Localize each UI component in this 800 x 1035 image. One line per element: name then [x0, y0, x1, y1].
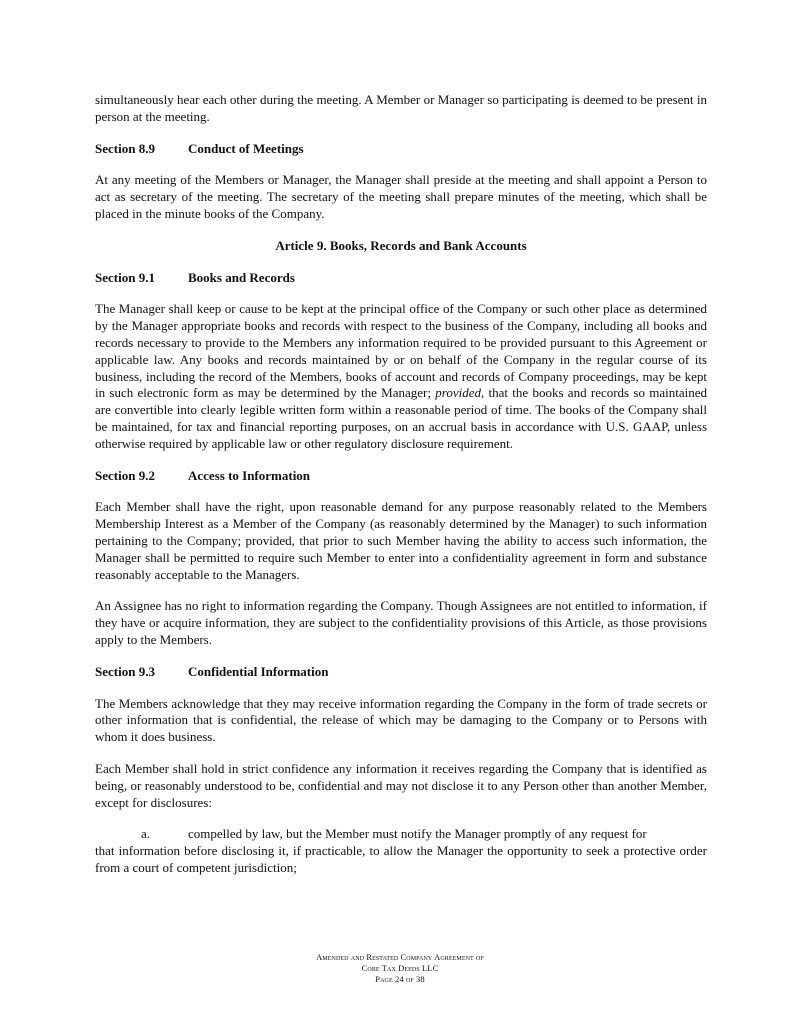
- section-number: Section 9.2: [95, 467, 155, 483]
- section-number: Section 9.3: [95, 663, 155, 679]
- paragraph-confidential-acknowledgement: The Members acknowledge that they may receive information regarding the Company in the form of trade secrets or other information that is confidential, the release of which may be damaging to the Company or to Persons with whom it does business.: [95, 695, 707, 745]
- section-number: Section 9.1: [95, 269, 155, 285]
- paragraph-assignee-information: An Assignee has no right to information regarding the Company. Though Assignees are not entitled to information, if they have or acquire information, they are subject to the confidentiality provisions of this Article, as those provisions apply to the Members.: [95, 598, 707, 647]
- paragraph-access-to-information: Each Member shall have the right, upon reasonable demand for any purpose reasonably related to the Members Membership Interest as a Member of the Company (as reasonably determined by the Manager) to such information pertaining to the Company; provided, that prior to such Member having the ability to access such information, the Manager shall be permitted to require such Member to enter into a confidentiality agreement in form and substance reasonably acceptable to the Managers.: [95, 499, 707, 582]
- text-run: , that the books and records so maintained are convertible into clearly legible written form within a reasonable period of time. The books of the Company shall be maintained, for tax and financial reporting purposes, on an accrual basis in accordance with U.S. GAAP, unless otherwise required by applicable law or other regulatory disclosure requirement.: [95, 385, 708, 451]
- section-title: Confidential Information: [188, 663, 329, 679]
- section-title: Access to Information: [188, 467, 311, 483]
- footer-company-name: Core Tax Deeds LLC: [361, 962, 439, 973]
- list-item-text: compelled by law, but the Member must notify the Manager promptly of any request for: [188, 826, 647, 842]
- paragraph-conduct-of-meetings: At any meeting of the Members or Manager, the Manager shall preside at the meeting and shall appoint a Person to act as secretary of the meeting. The secretary of the meeting shall prepare minutes of the meeting, which shall be placed in the minute books of the Company.: [95, 172, 707, 221]
- paragraph-strict-confidence: Each Member shall hold in strict confidence any information it receives regarding the Company that is identified as being, or reasonably understood to be, confidential and may not disclose it to any Person other than another Member, except for disclosures:: [95, 760, 707, 810]
- section-9-3-heading: [95, 664, 707, 681]
- section-number: Section 8.9: [95, 140, 155, 156]
- text-run: The Manager shall keep or cause to be kept at the principal office of the Company or such other place as determined by the Manager appropriate books and records with respect to the business of the Company, including all books and records necessary to provide to the Members any information required to be provided pursuant to this Agreement or applicable law. Any books and records maintained by or on behalf of the Company in the regular course of its business, including the record of the Members, books of account and records of Company proceedings, may be kept in such electronic form as may be determined by the Manager;: [95, 301, 707, 401]
- section-title: Conduct of Meetings: [188, 140, 304, 156]
- article-9-heading: Article 9. Books, Records and Bank Accounts: [275, 237, 527, 253]
- paragraph-meeting-participation: simultaneously hear each other during the meeting. A Member or Manager so participating is deemed to be present in person at the meeting.: [95, 92, 707, 124]
- list-item-a: [95, 826, 707, 876]
- list-item-continuation: that information before disclosing it, if practicable, to allow the Manager the opportunity to seek a protective order from a court of competent jurisdiction;: [95, 843, 707, 875]
- footer-agreement-title: Amended and Restated Company Agreement of: [316, 952, 484, 962]
- list-item-first-line: [95, 826, 707, 843]
- paragraph-books-and-records: [95, 301, 707, 452]
- list-item-label: a.: [141, 826, 151, 842]
- section-8-9-heading: [95, 141, 707, 158]
- page-footer: [0, 952, 800, 984]
- document-body: [95, 92, 707, 877]
- italic-provided: provided: [435, 385, 481, 401]
- footer-page-number: Page 24 of 38: [375, 973, 425, 984]
- section-title: Books and Records: [188, 269, 295, 285]
- section-9-2-heading: [95, 468, 707, 485]
- section-9-1-heading: [95, 270, 707, 287]
